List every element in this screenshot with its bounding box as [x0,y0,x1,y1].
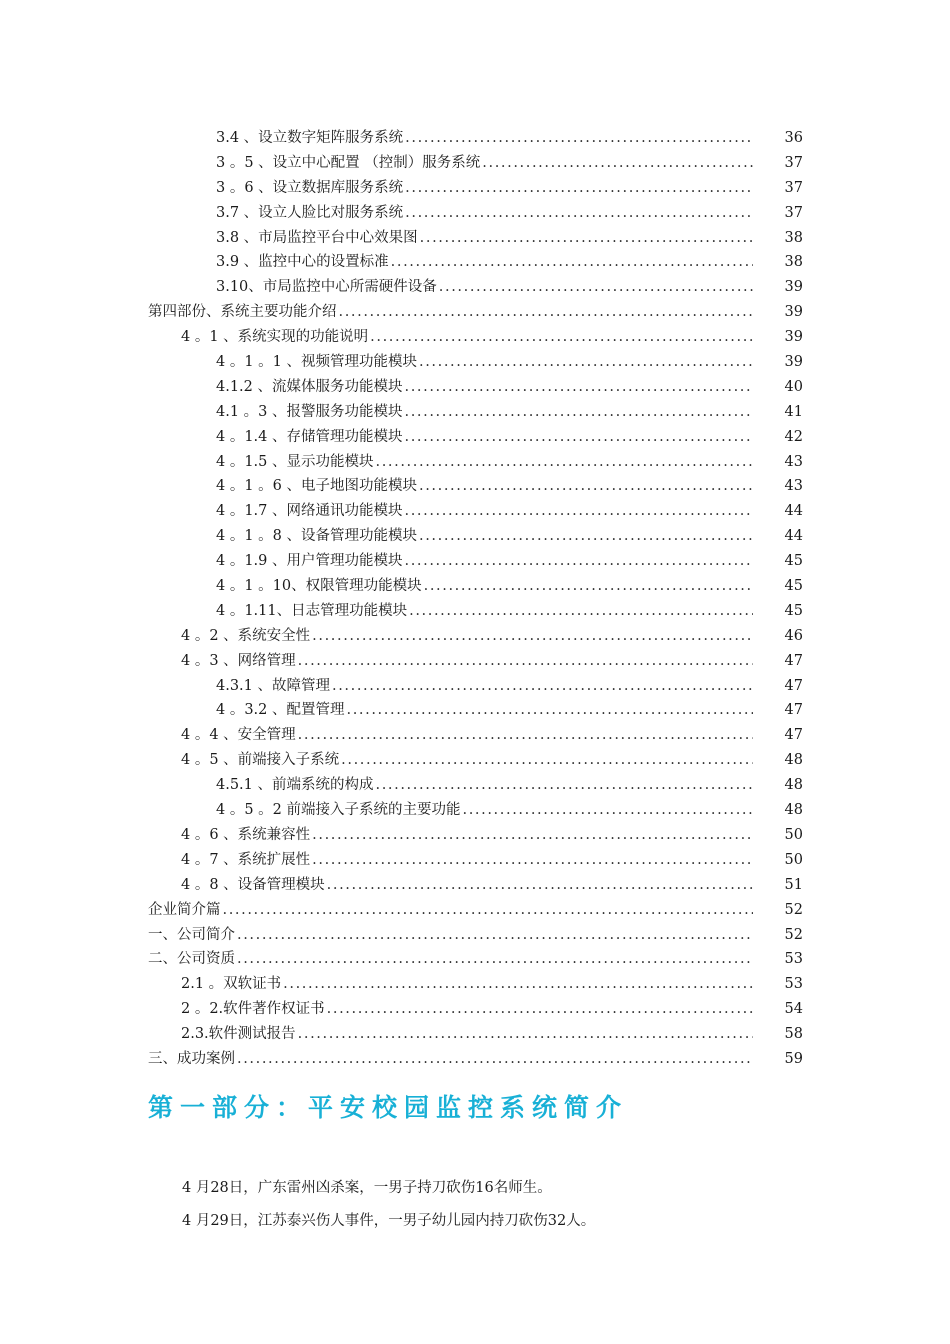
toc-entry-page: 48 [784,777,803,794]
toc-leader-dots [283,972,753,997]
toc-leader-dots [405,549,753,574]
toc-leader-dots [405,176,753,201]
toc-entry-page: 47 [784,702,803,719]
toc-entry[interactable] [148,599,803,624]
toc-entry-label: 4 。1.11、日志管理功能模块 [216,602,408,619]
toc-leader-dots [298,1022,753,1047]
toc-entry-label: 4 。1 。10、权限管理功能模块 [216,578,422,595]
toc-entry-label: 4 。3 、网络管理 [181,652,296,669]
toc-entry[interactable] [148,250,803,275]
toc-leader-dots [405,126,753,151]
toc-entry[interactable] [148,201,803,226]
toc-entry[interactable] [148,748,803,773]
toc-entry[interactable] [148,898,803,923]
toc-entry-label: 4 。1 、系统实现的功能说明 [181,329,369,346]
toc-leader-dots [327,997,753,1022]
toc-entry[interactable] [148,798,803,823]
toc-entry-label: 3.10、市局监控中心所需硬件设备 [216,279,437,296]
toc-entry[interactable] [148,624,803,649]
toc-leader-dots [482,151,753,176]
toc-entry-page: 47 [784,677,803,694]
toc-entry[interactable] [148,425,803,450]
toc-entry-label: 4 。7 、系统扩展性 [181,851,311,868]
toc-entry[interactable] [148,972,803,997]
toc-entry-page: 39 [784,354,803,371]
toc-entry-page: 48 [784,802,803,819]
toc-entry-label: 3 。6 、设立数据库服务系统 [216,179,404,196]
toc-entry-page: 48 [784,752,803,769]
toc-entry-label: 3 。5 、设立中心配置 （控制）服务系统 [216,154,481,171]
toc-entry[interactable] [148,350,803,375]
toc-leader-dots [424,574,753,599]
toc-entry-page: 37 [784,154,803,171]
toc-leader-dots [347,698,753,723]
toc-leader-dots [327,873,753,898]
table-of-contents [148,126,803,1072]
toc-leader-dots [376,450,753,475]
toc-entry-label: 4 。1.7 、网络通讯功能模块 [216,503,403,520]
toc-leader-dots [312,848,753,873]
toc-entry[interactable] [148,947,803,972]
toc-entry[interactable] [148,375,803,400]
toc-entry-page: 46 [784,627,803,644]
toc-entry-page: 50 [784,826,803,843]
toc-leader-dots [223,898,754,923]
toc-entry-label: 4.3.1 、故障管理 [216,677,331,694]
toc-leader-dots [332,674,753,699]
toc-entry-label: 4 。5 。2 前端接入子系统的主要功能 [216,802,461,819]
toc-entry[interactable] [148,325,803,350]
toc-entry-label: 4.1.2 、流媒体服务功能模块 [216,378,403,395]
toc-entry-label: 3.7 、设立人脸比对服务系统 [216,204,404,221]
toc-entry-page: 52 [784,926,803,943]
toc-entry[interactable] [148,176,803,201]
toc-leader-dots [376,773,753,798]
toc-entry-label: 3.9 、监控中心的设置标准 [216,254,389,271]
toc-entry[interactable] [148,698,803,723]
toc-entry[interactable] [148,649,803,674]
toc-entry[interactable] [148,226,803,251]
toc-entry-label: 4 。3.2 、配置管理 [216,702,345,719]
toc-entry-label: 3.4 、设立数字矩阵服务系统 [216,130,404,146]
toc-entry[interactable] [148,848,803,873]
toc-leader-dots [405,201,753,226]
toc-entry-label: 4 。5 、前端接入子系统 [181,752,340,769]
toc-entry-page: 38 [784,229,803,246]
toc-leader-dots [419,350,753,375]
toc-entry[interactable] [148,723,803,748]
toc-leader-dots [409,599,753,624]
toc-entry[interactable] [148,499,803,524]
toc-entry-page: 51 [784,876,803,893]
toc-entry[interactable] [148,674,803,699]
toc-entry-label: 4.5.1 、前端系统的构成 [216,777,374,794]
body-paragraph: 4 月29日，江苏泰兴伤人事件，一男子幼儿园内持刀砍伤32人。 [182,1213,596,1229]
toc-entry[interactable] [148,923,803,948]
toc-entry-page: 39 [784,304,803,321]
toc-entry-label: 4 。1.9 、用户管理功能模块 [216,553,403,570]
toc-entry-label: 4 。1.4 、存储管理功能模块 [216,428,403,445]
toc-leader-dots [298,723,753,748]
toc-entry[interactable] [148,873,803,898]
toc-entry[interactable] [148,997,803,1022]
toc-entry-label: 2.3.软件测试报告 [181,1026,296,1043]
toc-entry-label: 4 。6 、系统兼容性 [181,826,311,843]
toc-entry-label: 第四部份、系统主要功能介绍 [148,304,337,321]
toc-entry[interactable] [148,400,803,425]
toc-entry-page: 53 [784,951,803,968]
toc-entry[interactable] [148,823,803,848]
toc-entry-page: 42 [784,428,803,445]
toc-entry-page: 54 [784,1001,803,1018]
toc-entry[interactable] [148,474,803,499]
toc-leader-dots [237,923,753,948]
toc-entry-page: 52 [784,901,803,918]
toc-entry-label: 4 。1 。1 、视频管理功能模块 [216,354,418,371]
toc-leader-dots [339,300,754,325]
toc-leader-dots [420,226,753,251]
toc-entry[interactable] [148,574,803,599]
toc-entry-page: 44 [784,528,803,545]
toc-leader-dots [312,624,753,649]
body-paragraph: 4 月28日，广东雷州凶杀案，一男子持刀砍伤16名师生。 [182,1180,552,1196]
toc-entry-page: 45 [784,602,803,619]
toc-entry-page: 38 [784,254,803,271]
toc-entry-page: 47 [784,727,803,744]
toc-leader-dots [405,499,753,524]
toc-leader-dots [341,748,753,773]
toc-entry-page: 37 [784,179,803,196]
toc-entry-label: 2.1 。双软证书 [181,976,282,993]
toc-entry[interactable] [148,1022,803,1047]
toc-entry[interactable] [148,549,803,574]
toc-entry-label: 2 。2.软件著作权证书 [181,1001,325,1018]
toc-entry-label: 三、成功案例 [148,1050,235,1067]
toc-leader-dots [312,823,753,848]
toc-entry[interactable] [148,450,803,475]
toc-entry-page: 39 [784,279,803,296]
toc-entry-label: 3.8 、市局监控平台中心效果图 [216,229,418,246]
section-title: 第一部分：平安校园监控系统简介 [148,1093,629,1122]
toc-leader-dots [237,947,753,972]
toc-entry-page: 47 [784,652,803,669]
toc-entry-page: 40 [784,378,803,395]
toc-leader-dots [463,798,753,823]
toc-leader-dots [298,649,753,674]
toc-leader-dots [439,275,753,300]
toc-entry-label: 4 。2 、系统安全性 [181,627,311,644]
toc-entry[interactable] [148,1047,803,1072]
toc-entry-label: 4 。1.5 、显示功能模块 [216,453,374,470]
toc-leader-dots [391,250,753,275]
toc-entry[interactable] [148,275,803,300]
toc-entry[interactable] [148,524,803,549]
toc-leader-dots [237,1047,753,1072]
toc-entry-page: 50 [784,851,803,868]
toc-entry-page: 36 [784,130,803,146]
toc-leader-dots [405,400,753,425]
toc-leader-dots [419,524,753,549]
toc-entry[interactable] [148,126,803,151]
toc-entry-label: 二、公司资质 [148,951,235,968]
toc-entry-page: 43 [784,453,803,470]
toc-leader-dots [405,425,753,450]
toc-entry-page: 39 [784,329,803,346]
toc-entry-label: 4.1 。3 、报警服务功能模块 [216,403,403,420]
toc-entry-page: 41 [784,403,803,420]
toc-entry-label: 4 。8 、设备管理模块 [181,876,325,893]
toc-entry[interactable] [148,151,803,176]
toc-entry-label: 4 。1 。8 、设备管理功能模块 [216,528,418,545]
toc-leader-dots [370,325,753,350]
toc-entry-page: 45 [784,553,803,570]
toc-entry-page: 43 [784,478,803,495]
toc-leader-dots [419,474,753,499]
toc-entry-label: 一、公司简介 [148,926,235,943]
toc-leader-dots [405,375,753,400]
toc-entry-page: 59 [784,1050,803,1067]
toc-entry-label: 4 。4 、安全管理 [181,727,296,744]
toc-entry-page: 58 [784,1026,803,1043]
toc-entry-label: 企业简介篇 [148,901,221,918]
toc-entry-page: 37 [784,204,803,221]
toc-entry-page: 53 [784,976,803,993]
toc-entry-page: 44 [784,503,803,520]
toc-entry[interactable] [148,300,803,325]
toc-entry-label: 4 。1 。6 、电子地图功能模块 [216,478,418,495]
toc-entry-page: 45 [784,578,803,595]
toc-entry[interactable] [148,773,803,798]
